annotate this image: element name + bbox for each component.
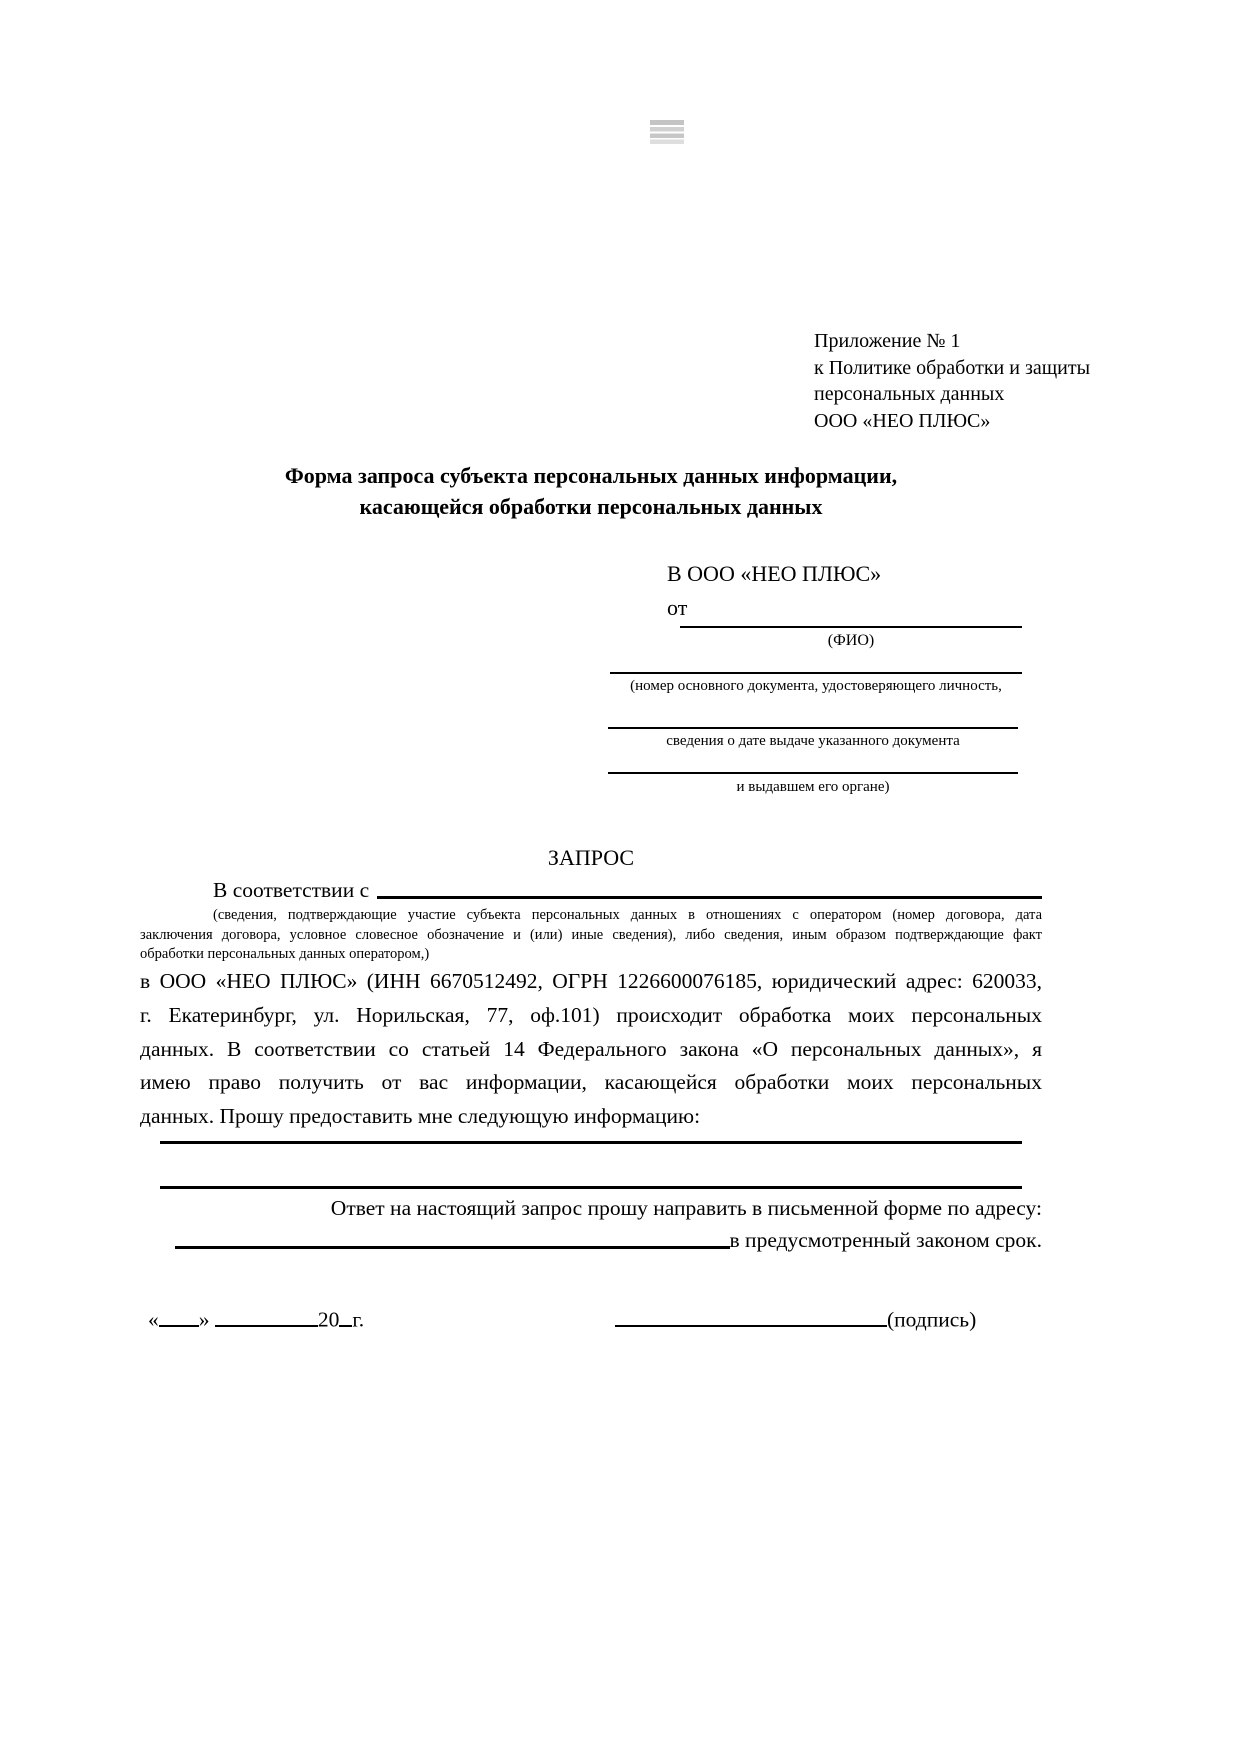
request-heading: ЗАПРОС	[547, 845, 635, 870]
date-day-blank	[159, 1303, 199, 1327]
requested-info-blank-line-1	[160, 1141, 1022, 1144]
date-month-blank	[215, 1303, 318, 1327]
appendix-note	[814, 328, 1090, 434]
signature-caption: (подпись)	[887, 1307, 977, 1332]
reply-instruction: Ответ на настоящий запрос прошу направить в письменной форме по адресу:	[330, 1196, 1042, 1220]
date-year-suffix: г.	[352, 1307, 365, 1332]
blurred-logo-image-icon	[650, 120, 684, 144]
body-line: г. Екатеринбург, ул. Норильская, 77, оф.101) происходит обработка моих персональных	[140, 1002, 1042, 1027]
date-quote-open: «	[148, 1307, 159, 1332]
reply-term-row	[175, 1228, 1042, 1253]
issue-date-caption: сведения о дате выдаче указанного документа	[666, 733, 960, 749]
body-line: в ООО «НЕО ПЛЮС» (ИНН 6670512492, ОГРН 1226600076185, юридический адрес: 620033,	[140, 969, 1042, 993]
request-intro-prefix: В соответствии с	[213, 878, 370, 902]
date-year-blank	[339, 1303, 352, 1327]
appendix-note-line: ООО «НЕО ПЛЮС»	[814, 409, 991, 432]
appendix-note-line: Приложение № 1	[814, 330, 961, 352]
form-title	[140, 460, 1042, 522]
body-line: данных. Прошу предоставить мне следующую информацию:	[140, 1104, 701, 1128]
body-line: имею право получить от вас информации, касающейся обработки моих персональных	[140, 1070, 1042, 1095]
document-number-caption: (номер основного документа, удостоверяющего личность,	[630, 678, 1002, 694]
form-title-line: Форма запроса субъекта персональных данных информации,	[284, 463, 898, 488]
footnote-line: обработки персональных данных оператором,)	[140, 946, 430, 962]
reply-term-text: в предусмотренный законом срок.	[729, 1228, 1042, 1252]
date-year-prefix: 20	[317, 1307, 340, 1332]
appendix-note-line: к Политике обработки и защиты	[814, 356, 1091, 379]
requested-info-blank-line-2	[160, 1186, 1022, 1189]
document-number-blank-line	[610, 672, 1022, 674]
basis-blank-line	[377, 896, 1042, 899]
date-field	[148, 1303, 364, 1333]
addressee-organization: В ООО «НЕО ПЛЮС»	[667, 561, 882, 586]
date-quote-close: »	[198, 1307, 210, 1332]
reply-address-blank-line	[175, 1246, 730, 1249]
body-line: данных. В соответствии со статьей 14 Федерального закона «О персональных данных», я	[140, 1036, 1042, 1061]
appendix-note-line: персональных данных	[814, 383, 1005, 405]
issue-date-blank-line	[608, 727, 1018, 729]
signature-blank-line	[615, 1303, 887, 1327]
addressee-from-label: от	[667, 595, 688, 620]
request-intro-row	[140, 878, 1042, 903]
form-title-line: касающейся обработки персональных данных	[359, 494, 823, 519]
issuing-authority-caption: и выдавшем его органе)	[736, 779, 890, 795]
request-body-paragraph	[140, 965, 1042, 1134]
fio-blank-line	[680, 626, 1022, 628]
issuing-authority-blank-line	[608, 772, 1018, 774]
footnote-line: (сведения, подтверждающие участие субъекта персональных данных в отношениях с оператором (номер договора, дата	[213, 907, 1042, 923]
signature-field	[615, 1303, 976, 1333]
request-footnote	[140, 906, 1042, 965]
footnote-line: заключения договора, условное словесное обозначение и (или) иные сведения), либо сведения, иным образом подтверждающие факт	[140, 926, 1042, 943]
fio-caption: (ФИО)	[827, 632, 875, 649]
